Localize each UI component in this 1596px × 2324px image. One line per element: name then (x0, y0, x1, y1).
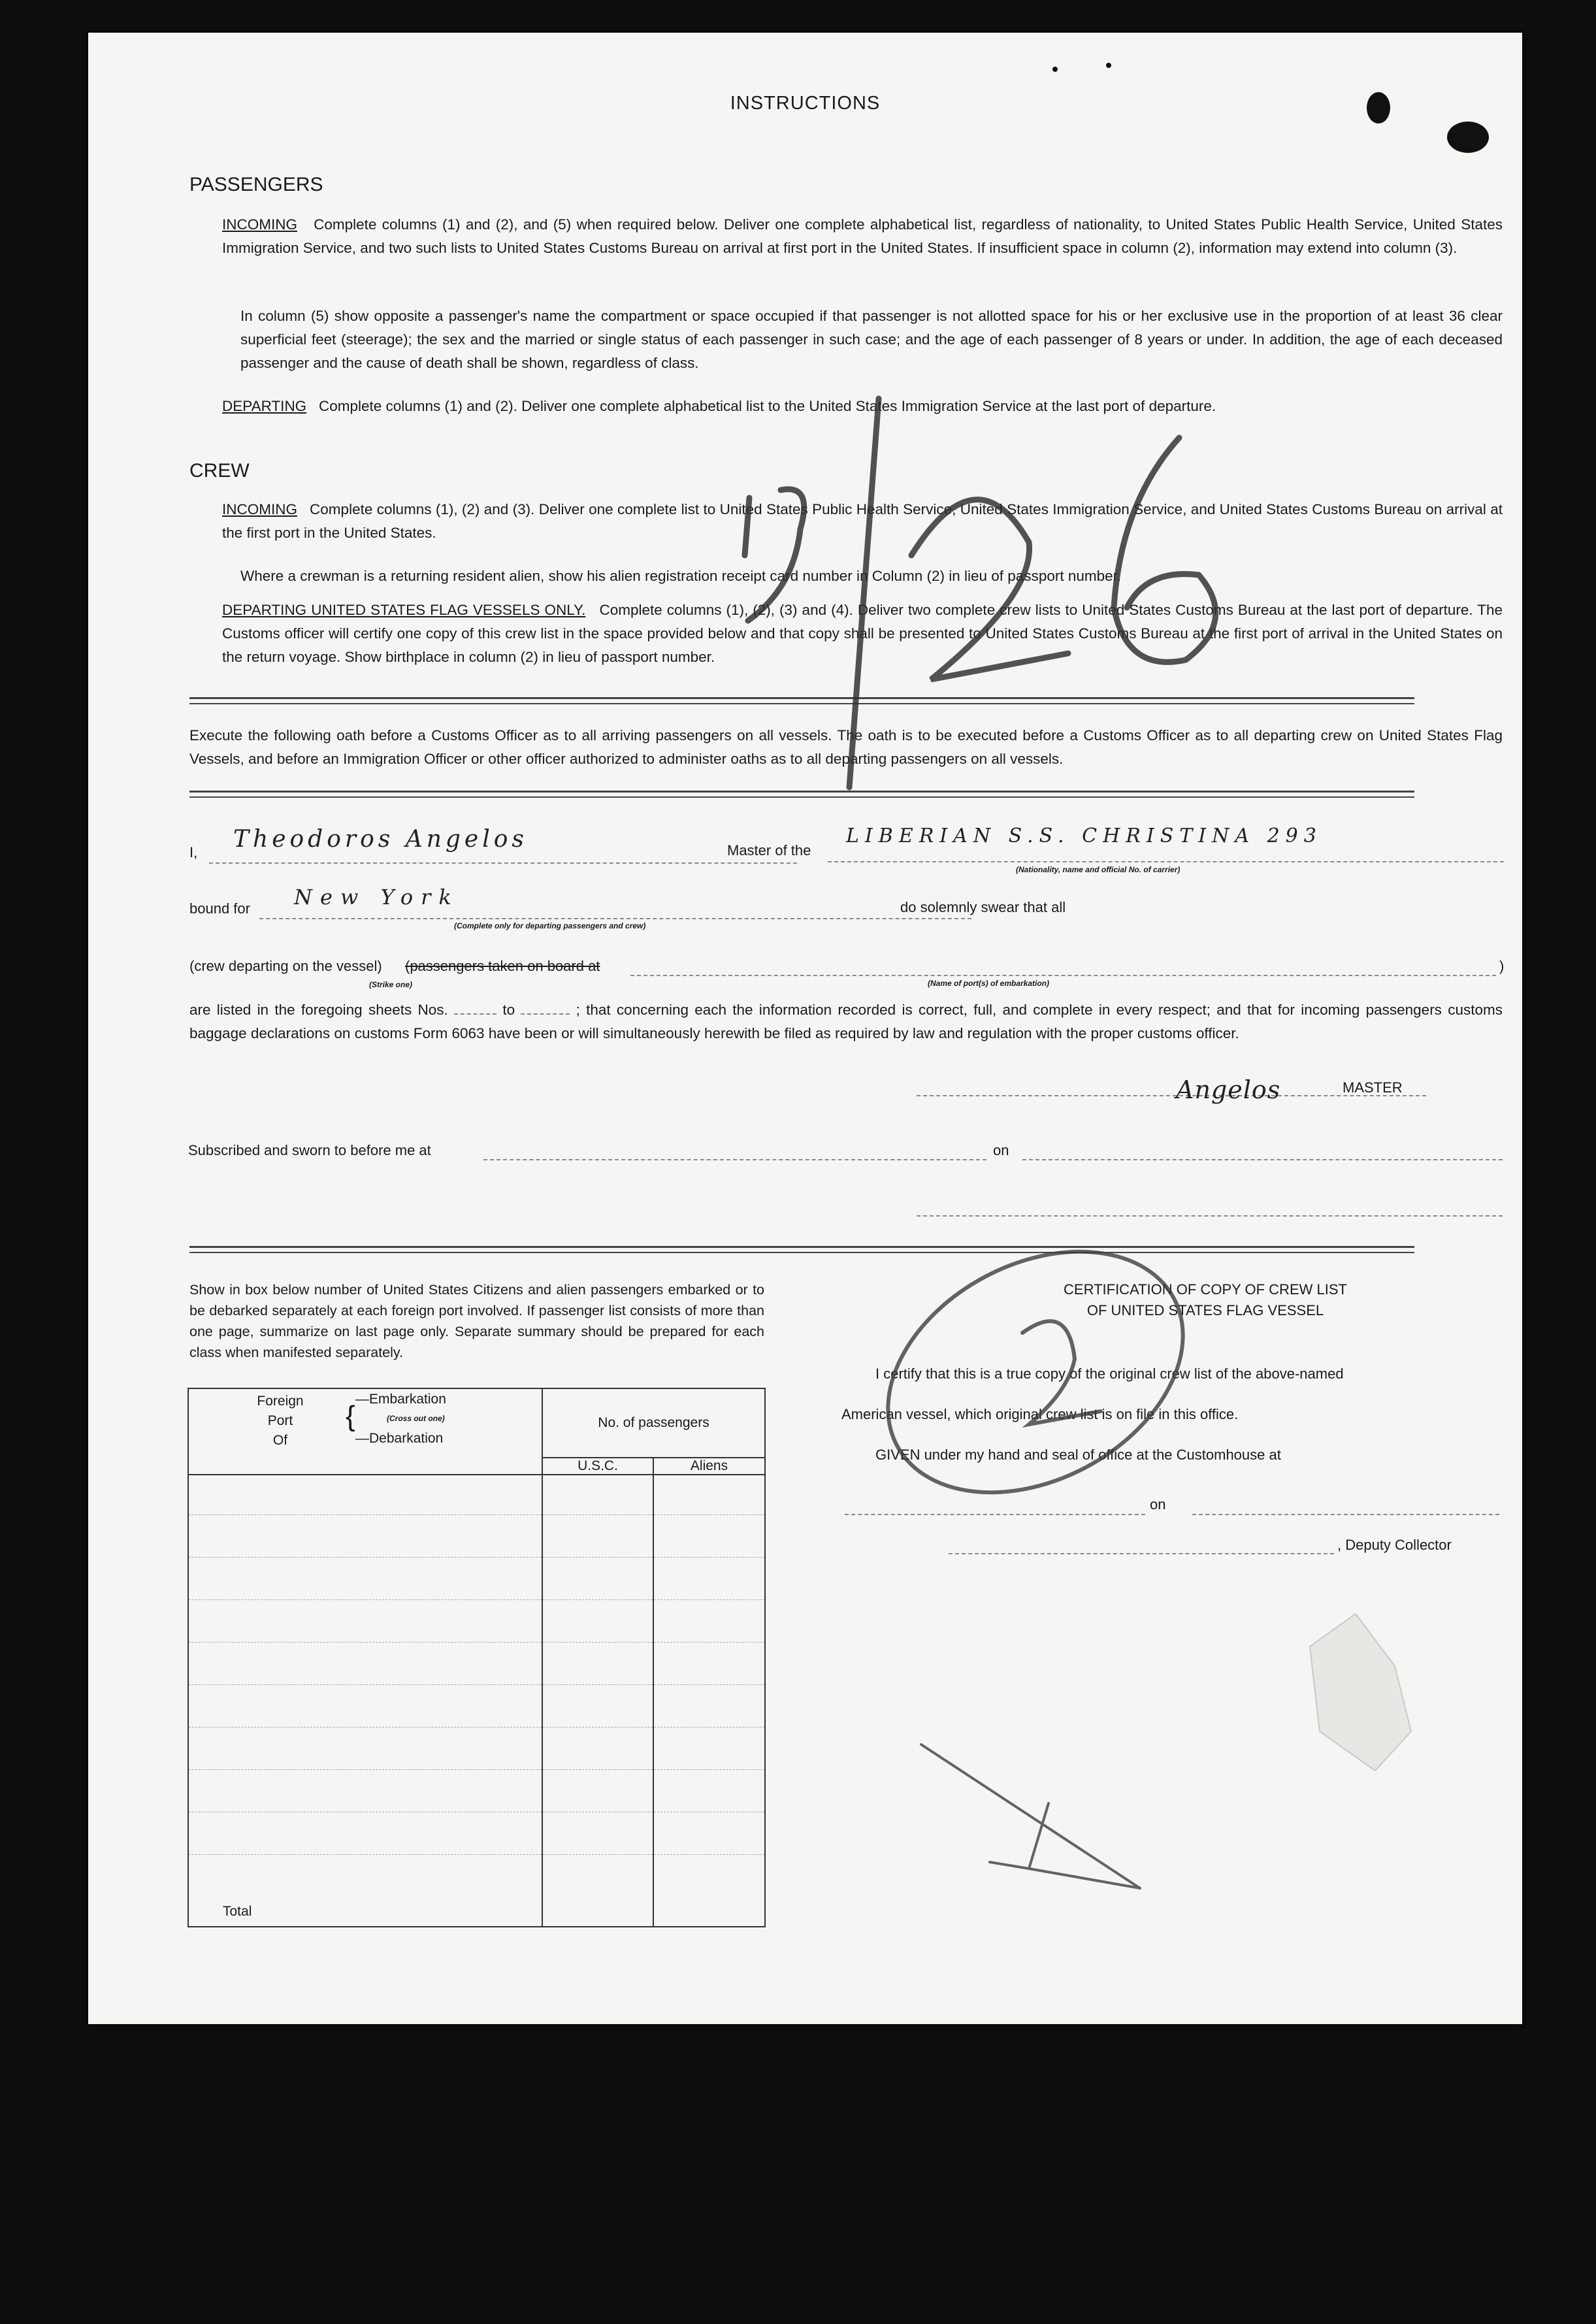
listed-text-end: ; that concerning each the information recorded is correct, full, and complete in every respect; and that for incoming passengers customs baggage declarations on customs Form 6063 have been or will simultaneously herewith be filed as required by law and regulation with the proper customs officer. (189, 1002, 1503, 1041)
aliens-header: Aliens (653, 1458, 765, 1475)
crew-departing-label: DEPARTING UNITED STATES FLAG VESSELS ONLY. (222, 602, 586, 618)
passenger-summary-table (187, 1388, 766, 1927)
sworn-place-line[interactable] (483, 1159, 986, 1160)
passengers-departing-label: DEPARTING (222, 398, 307, 414)
total-label: Total (223, 1904, 252, 1919)
usc-header: U.S.C. (542, 1458, 653, 1475)
passengers-option-struck: (passengers taken on board at (405, 958, 600, 974)
passengers-column5-paragraph: In column (5) show opposite a passenger's name the compartment or space occupied if that passenger is not allotted space for his or her exclusive use in the proportion of at least 36 clear superficial feet (steerage); the sex and the married or single status of each passenger in such case; and the age of each passenger of 8 years or under. In addition, the age of each deceased passenger and the cause of death shall be shown, regardless of class. (240, 308, 1503, 371)
listed-text-start: are listed in the foregoing sheets Nos. (189, 1002, 448, 1018)
document-page (88, 33, 1522, 2024)
port-header-cell: Foreign Port Of { —Embarkation (Cross out one) —Debarkation (188, 1388, 542, 1475)
embarkation-option[interactable]: —Embarkation (355, 1392, 446, 1407)
vessel-line (828, 861, 1504, 862)
ink-spot (1052, 67, 1058, 72)
crew-departing-paragraph (222, 598, 1503, 669)
to-label: to (502, 1002, 515, 1018)
cross-out-caption: (Cross out one) (387, 1414, 445, 1423)
certify-line-1: I certify that this is a true copy of the original crew list of the above-named (875, 1366, 1344, 1382)
port-header-1: Foreign (257, 1394, 304, 1409)
port-caption: (Name of port(s) of embarkation) (928, 979, 1050, 988)
bound-for-label: bound for (189, 900, 250, 917)
certification-title-2: OF UNITED STATES FLAG VESSEL (1086, 1302, 1324, 1318)
crew-incoming-text: Complete columns (1), (2) and (3). Deliver one complete list to United States Public Health Service, United States Immigration Service, and United States Customs Bureau on arrival at the first port in the United States. (222, 501, 1503, 541)
passengers-incoming-label: INCOMING (222, 216, 297, 233)
swear-text: do solemnly swear that all (900, 899, 1066, 915)
master-name-field[interactable]: Theodoros Angelos (233, 826, 528, 853)
crew-incoming-paragraph (222, 498, 1503, 545)
pencil-check-mark (921, 1744, 1140, 1888)
listed-paragraph (189, 998, 1503, 1045)
master-signature: Angelos (1176, 1075, 1281, 1104)
aliens-column-body[interactable] (653, 1475, 765, 1927)
certify-line-2: American vessel, which original crew list is on file in this office. (841, 1406, 1239, 1422)
passengers-incoming-text: Complete columns (1) and (2), and (5) when required below. Deliver one complete alphabetical list, regardless of nationality, to United States Public Health Service, United States Immigration Service, and two such lists to United States Customs Bureau on arrival at first port in the United States. If insufficient space in column (2), information may extend into column (3). (222, 216, 1503, 256)
crew-heading: CREW (189, 460, 250, 482)
crew-incoming-label: INCOMING (222, 501, 297, 517)
ink-spot (1447, 122, 1489, 153)
usc-column-body[interactable] (542, 1475, 653, 1927)
vessel-field[interactable]: LIBERIAN S.S. CHRISTINA 293 (846, 825, 1322, 847)
given-line: GIVEN under my hand and seal of office at the Customhouse at (875, 1447, 1281, 1463)
crew-resident-paragraph: Where a crewman is a returning resident alien, show his alien registration receipt card number in Column (2) in lieu of passport number. (240, 568, 1122, 584)
officer-signature-line[interactable] (917, 1215, 1503, 1217)
close-paren: ) (1499, 958, 1505, 974)
destination-line (259, 918, 971, 919)
oath-i-label: I, (189, 844, 198, 860)
port-header-2: Port (267, 1413, 293, 1428)
master-name-line (209, 862, 797, 864)
section-divider (189, 1246, 1414, 1253)
certification-date-line[interactable] (1192, 1514, 1499, 1515)
passengers-heading: PASSENGERS (189, 174, 323, 195)
vessel-caption: (Nationality, name and official No. of carrier) (1016, 865, 1181, 874)
no-passengers-header: No. of passengers (542, 1388, 765, 1458)
sworn-date-line[interactable] (1022, 1159, 1503, 1160)
port-column-body[interactable] (188, 1475, 542, 1927)
oath-instructions: Execute the following oath before a Customs Officer as to all arriving passengers on all vessels. The oath is to be executed before a Customs Officer as to all departing crew on United States Flag Vessels, and before an Immigration Officer or other officer authorized to administer oaths as to all departing passengers on all vessels. (189, 727, 1503, 767)
strike-caption: (Strike one) (369, 980, 413, 989)
certification-title-1: CERTIFICATION OF COPY OF CREW LIST (1064, 1281, 1347, 1298)
summary-instruction: Show in box below number of United States Citizens and alien passengers embarked or to be debarked separately at each foreign port involved. If passenger list consists of more than one page, summarize on last page only. Separate summary should be prepared for each class when manifested separately. (189, 1282, 764, 1360)
section-divider (189, 791, 1414, 798)
ink-spot (1106, 63, 1111, 68)
destination-caption: (Complete only for departing passengers and crew) (454, 921, 646, 930)
passengers-departing-text: Complete columns (1) and (2). Deliver one complete alphabetical list to the United States Immigration Service at the last port of departure. (318, 398, 1216, 414)
paper-tear (1310, 1614, 1411, 1771)
debarkation-option[interactable]: —Debarkation (355, 1431, 444, 1446)
passengers-departing-paragraph (222, 395, 1503, 418)
destination-field[interactable]: New York (294, 885, 459, 909)
port-header-3: Of (272, 1433, 288, 1448)
passengers-incoming-paragraph (222, 213, 1503, 260)
page-title: INSTRUCTIONS (730, 93, 881, 114)
master-label: MASTER (1343, 1079, 1403, 1096)
sworn-on-label: on (993, 1142, 1009, 1158)
section-divider (189, 697, 1414, 704)
sheet-to-field[interactable] (521, 1013, 570, 1015)
certification-on-label: on (1150, 1496, 1166, 1513)
embarkation-port-line (630, 975, 1496, 976)
certification-title (977, 1279, 1434, 1321)
crew-departing-option: (crew departing on the vessel) (189, 958, 382, 974)
crew-departing-text: Complete columns (1), (2), (3) and (4). Deliver two complete crew lists to United States Customs Bureau at the last port of departure. The Customs officer will certify one copy of this crew list in the space provided below and that copy shall be presented to United States Customs Bureau at the first port of arrival in the United States on the return voyage. Show birthplace in column (2) in lieu of passport number. (222, 602, 1503, 665)
subscribed-label: Subscribed and sworn to before me at (188, 1142, 431, 1158)
master-of-label: Master of the (727, 842, 811, 859)
deputy-signature-line[interactable] (949, 1553, 1334, 1554)
sheet-from-field[interactable] (454, 1013, 497, 1015)
deputy-collector-label: , Deputy Collector (1337, 1537, 1452, 1553)
customhouse-line[interactable] (845, 1514, 1145, 1515)
